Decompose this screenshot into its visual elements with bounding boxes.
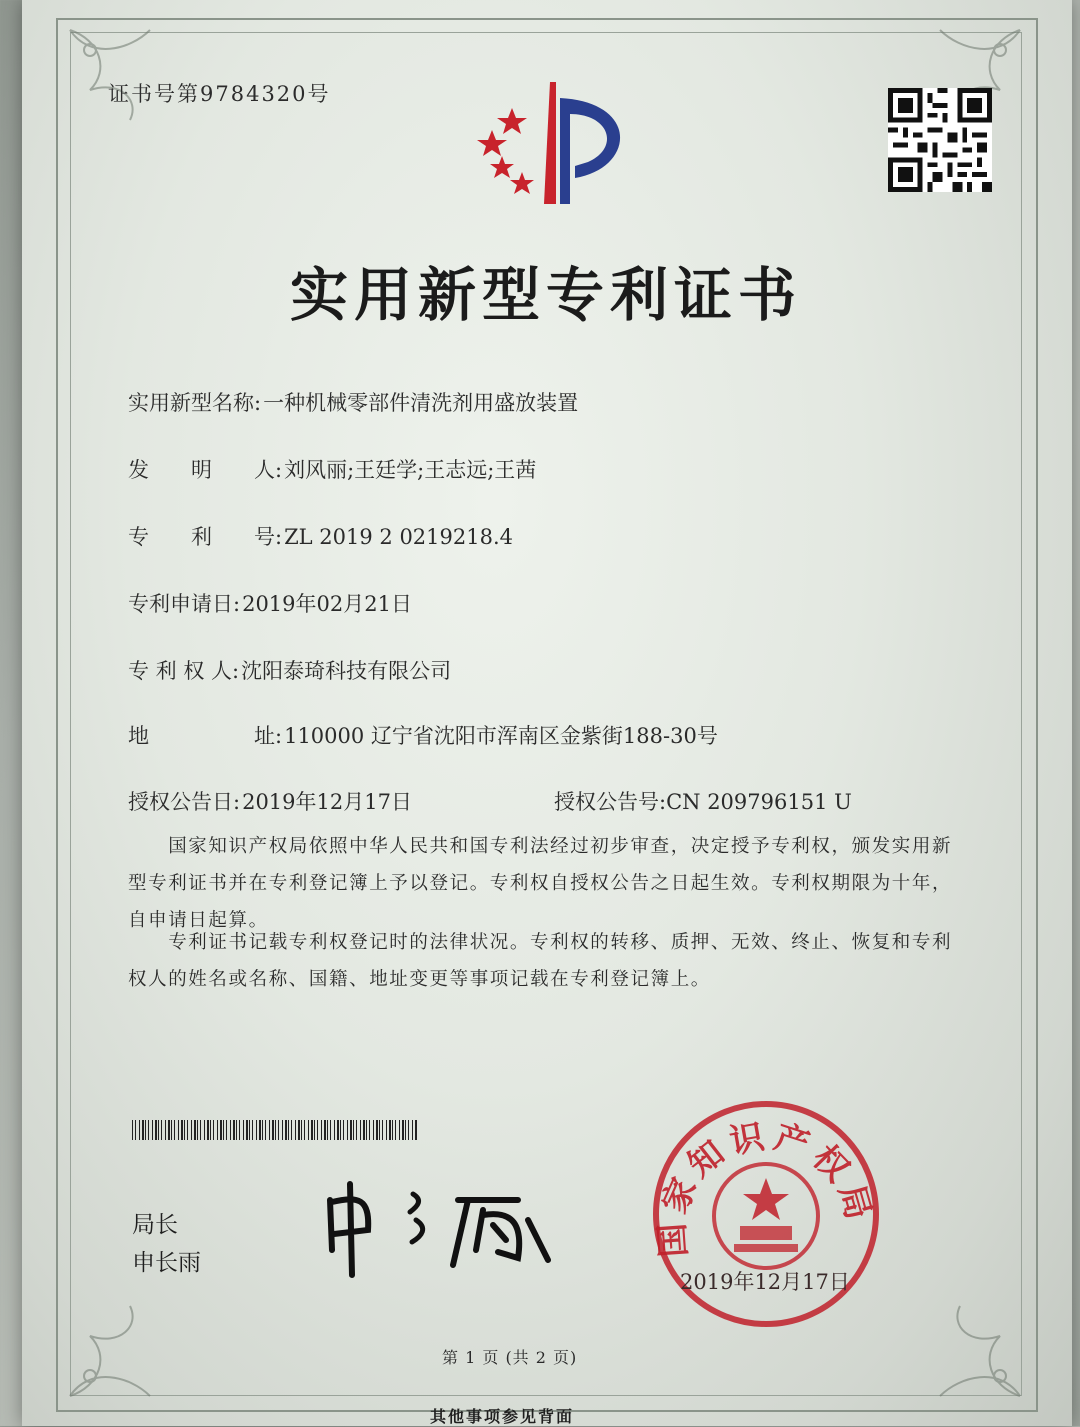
utility-model-name-label: 实用新型名称:: [128, 391, 262, 415]
barcode-bar: [373, 1120, 374, 1140]
qr-code: [888, 88, 992, 192]
barcode-bar: [217, 1120, 218, 1140]
barcode-bar: [259, 1120, 261, 1140]
barcode-bar: [298, 1120, 300, 1140]
barcode-bar: [347, 1120, 348, 1140]
barcode-bar: [327, 1120, 328, 1140]
barcode-bar: [301, 1120, 302, 1140]
patent-office-logo: [470, 78, 650, 208]
corner-ornament-top-left: [60, 20, 190, 130]
barcode-bar: [291, 1120, 292, 1140]
address-row: [128, 720, 718, 750]
barcode-bar: [363, 1120, 365, 1140]
application-date-label: 专利申请日:: [128, 592, 241, 616]
barcode-bar: [213, 1120, 214, 1140]
utility-model-name-row: [128, 387, 578, 417]
publication-date-label: 授权公告日:: [128, 790, 241, 814]
barcode-bar: [246, 1120, 248, 1140]
barcode-bar: [207, 1120, 209, 1140]
barcode-bar: [168, 1120, 170, 1140]
patent-number-row: [128, 521, 513, 551]
barcode-bar: [366, 1120, 367, 1140]
barcode-bar: [392, 1120, 393, 1140]
barcode-bar: [343, 1120, 344, 1140]
inventor-value: 刘风丽;王廷学;王志远;王茜: [284, 458, 537, 482]
director-title: 局长: [132, 1212, 178, 1238]
barcode-bar: [382, 1120, 383, 1140]
barcode-bar: [308, 1120, 309, 1140]
barcode-bar: [386, 1120, 387, 1140]
corner-ornament-bottom-left: [60, 1296, 190, 1406]
barcode-bar: [181, 1120, 183, 1140]
barcode-bar: [161, 1120, 162, 1140]
barcode-bar: [278, 1120, 279, 1140]
barcode-bar: [356, 1120, 357, 1140]
barcode-bar: [256, 1120, 257, 1140]
publication-number-label: 授权公告号:: [554, 790, 667, 814]
patentee-row: [128, 655, 451, 685]
barcode-bar: [288, 1120, 289, 1140]
barcode-bar: [152, 1120, 153, 1140]
barcode-bar: [321, 1120, 322, 1140]
seal-date: 2019年12月17日: [680, 1270, 850, 1294]
grant-statement-paragraph: 国家知识产权局依照中华人民共和国专利法经过初步审查，决定授予专利权，颁发实用新型专利证书并在专利登记簿上予以登记。专利权自授权公告之日起生效。专利权期限为十年，自申请日起算。: [128, 836, 953, 931]
certificate-number: 证书号第9784320号: [108, 82, 331, 106]
inventor-row: [128, 454, 536, 484]
barcode-bar: [334, 1120, 335, 1140]
patent-number-label: 专 利 号:: [128, 525, 283, 549]
publication-date-row: [128, 786, 412, 816]
publication-date-value: 2019年12月17日: [242, 790, 412, 814]
barcode-bar: [262, 1120, 263, 1140]
patentee-label: 专 利 权 人:: [128, 659, 240, 683]
barcode-bar: [379, 1120, 380, 1140]
barcode-bar: [324, 1120, 326, 1140]
barcode-bar: [304, 1120, 305, 1140]
barcode-bar: [415, 1120, 417, 1140]
barcode-bar: [210, 1120, 211, 1140]
barcode-bar: [142, 1120, 144, 1140]
barcode-bar: [191, 1120, 192, 1140]
barcode-bar: [174, 1120, 175, 1140]
barcode-bar: [311, 1120, 313, 1140]
utility-model-name-value: 一种机械零部件清洗剂用盛放装置: [263, 391, 579, 415]
barcode-bar: [402, 1120, 404, 1140]
address-value: 110000 辽宁省沈阳市浑南区金紫街188-30号: [284, 724, 718, 748]
barcode-bar: [295, 1120, 296, 1140]
director-name: 申长雨: [132, 1250, 201, 1276]
barcode-bar: [376, 1120, 378, 1140]
publication-number-value: CN 209796151 U: [666, 790, 852, 814]
page-number: 第 1 页 (共 2 页): [442, 1348, 578, 1367]
official-seal: [648, 1096, 884, 1332]
barcode-bar: [285, 1120, 287, 1140]
barcode-bar: [139, 1120, 140, 1140]
barcode-bar: [340, 1120, 341, 1140]
barcode-bar: [184, 1120, 185, 1140]
barcode-bar: [252, 1120, 253, 1140]
seal-text: 国家知识产权局: [651, 1115, 881, 1259]
barcode-bar: [272, 1120, 274, 1140]
barcode-bar: [132, 1120, 133, 1140]
certificate-title: 实用新型专利证书: [290, 261, 803, 329]
barcode-bar: [230, 1120, 231, 1140]
barcode-bar: [265, 1120, 266, 1140]
barcode-bar: [360, 1120, 361, 1140]
barcode-bar: [165, 1120, 166, 1140]
barcode-bar: [353, 1120, 354, 1140]
barcode-bar: [412, 1120, 413, 1140]
barcode-bar: [194, 1120, 196, 1140]
address-label: 地 址:: [128, 724, 283, 748]
barcode-bar: [148, 1120, 149, 1140]
patentee-value: 沈阳泰琦科技有限公司: [241, 659, 452, 683]
barcode-bar: [233, 1120, 235, 1140]
barcode-bar: [171, 1120, 172, 1140]
barcode-bar: [187, 1120, 188, 1140]
barcode-bar: [135, 1120, 136, 1140]
barcode-bar: [269, 1120, 270, 1140]
barcode-bar: [317, 1120, 318, 1140]
barcode-bar: [200, 1120, 201, 1140]
barcode-bar: [395, 1120, 396, 1140]
barcode-bar: [350, 1120, 352, 1140]
publication-number-row: [554, 786, 852, 816]
barcode-bar: [369, 1120, 370, 1140]
corner-ornament-bottom-right: [900, 1296, 1030, 1406]
barcode-bar: [314, 1120, 315, 1140]
barcode-bar: [408, 1120, 409, 1140]
barcode-bar: [330, 1120, 331, 1140]
barcode-bar: [405, 1120, 406, 1140]
barcode-bar: [282, 1120, 283, 1140]
barcode-bar: [243, 1120, 244, 1140]
inventor-label: 发 明 人:: [128, 458, 283, 482]
barcode-bar: [249, 1120, 250, 1140]
barcode-bar: [204, 1120, 205, 1140]
footer-note: 其他事项参见背面: [430, 1407, 575, 1426]
barcode-bar: [275, 1120, 276, 1140]
barcode-bar: [223, 1120, 224, 1140]
application-date-row: [128, 588, 412, 618]
barcode-bar: [197, 1120, 198, 1140]
barcode-bar: [239, 1120, 240, 1140]
barcode-bar: [220, 1120, 222, 1140]
director-signature: [318, 1170, 558, 1280]
barcode-bar: [158, 1120, 159, 1140]
application-date-value: 2019年02月21日: [242, 592, 412, 616]
barcode-bar: [337, 1120, 339, 1140]
legal-status-paragraph: 专利证书记载专利权登记时的法律状况。专利权的转移、质押、无效、终止、恢复和专利权人的姓名或名称、国籍、地址变更等事项记载在专利登记簿上。: [128, 932, 953, 990]
barcode-bar: [178, 1120, 179, 1140]
barcode-bar: [155, 1120, 157, 1140]
barcode-bar: [236, 1120, 237, 1140]
barcode: [132, 1120, 418, 1140]
barcode-bar: [145, 1120, 146, 1140]
patent-number-value: ZL 2019 2 0219218.4: [284, 525, 514, 549]
barcode-bar: [389, 1120, 391, 1140]
barcode-bar: [399, 1120, 400, 1140]
barcode-bar: [226, 1120, 227, 1140]
